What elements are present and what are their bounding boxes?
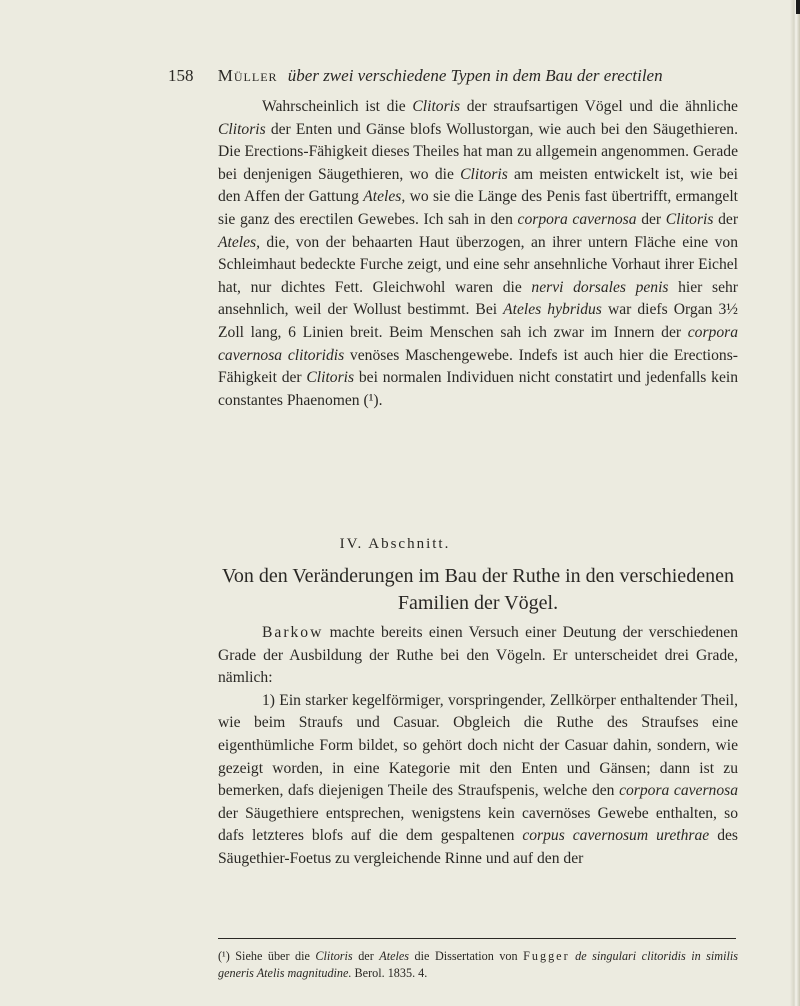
- page-corner-mark: [796, 0, 800, 14]
- paragraph-clitoris: Wahrscheinlich ist die Clitoris der straufsartigen Vögel und die ähnliche Clitoris der Enten und Gänse blofs Wollustorgan, wie auch bei den Säugethieren. Die Erections-Fähigkeit dieses Theiles hat man zu allgemein angenommen. Gerade bei denjenigen Säugethieren, wo die Clitoris am meisten entwickelt ist, wie bei den Affen der Gattung Ateles, wo sie die Länge des Penis fast übertrifft, ermangelt sie ganz des erectilen Gewebes. Ich sah in den corpora cavernosa der Clitoris der Ateles, die, von der behaarten Haut überzogen, an ihrer untern Fläche eine von Schleimhaut bedeckte Furche zeigt, und eine sehr ansehnliche Vorhaut ihrer Eichel hat, nur dichtes Fett. Gleichwohl waren die nervi dorsales penis hier sehr ansehnlich, weil der Wollust bestimmt. Bei Ateles hybridus war diefs Organ 3½ Zoll lang, 6 Linien breit. Beim Menschen sah ich zwar im Innern der corpora cavernosa clitoridis venöses Maschengewebe. Indefs ist auch hier die Erections-Fähigkeit der Clitoris bei normalen Individuen nicht constatirt und jedenfalls kein constantes Phaenomen (¹).: [218, 98, 739, 409]
- footnote-divider: [218, 938, 736, 939]
- header-author: Müller: [217, 66, 278, 85]
- author-name: Barkow: [262, 624, 324, 641]
- paragraph-first-grade: 1) Ein starker kegelförmiger, vorspringender, Zellkörper enthaltender Theil, wie beim Straufs und Casuar. Obgleich die Ruthe des Straufses eine eigenthümliche Form bildet, so gehört doch nicht der Casuar dahin, sondern, wie gezeigt worden, in eine Kategorie mit den Enten und Gänsen; dann ist zu bemerken, dafs diejenigen Theile des Straufspenis, welche den corpora cavernosa der Säugethiere entsprechen, wenigstens kein cavernöses Gewebe enthalten, so dafs letzteres blofs auf die dem gespaltenen corpus cavernosum urethrae des Säugethier-Foetus zu vergleichende Rinne und auf den der: [218, 691, 738, 867]
- footnote: (¹) Siehe über die Clitoris der Ateles die Dissertation von Fugger de singulari clitoridis in similis generis Atelis magnitudine. Berol. 1835. 4.: [218, 949, 739, 980]
- page-edge: [790, 0, 800, 1006]
- running-header: [168, 66, 663, 86]
- header-title: über zwei verschiedene Typen in dem Bau der erectilen: [287, 66, 663, 85]
- paragraph-2: [218, 622, 738, 871]
- paragraph-barkow: Barkow machte bereits einen Versuch einer Deutung der verschiedenen Grade der Ausbildung der Ruthe bei den Vögeln. Er unterscheidet drei Grade, nämlich:: [218, 624, 738, 687]
- section-title: Von den Veränderungen im Bau der Ruthe in den verschiedenen Familien der Vögel.: [222, 565, 734, 614]
- paragraph-1: [218, 96, 738, 412]
- page-number: 158: [168, 66, 194, 85]
- section-heading-number: IV. Abschnitt.: [339, 536, 451, 552]
